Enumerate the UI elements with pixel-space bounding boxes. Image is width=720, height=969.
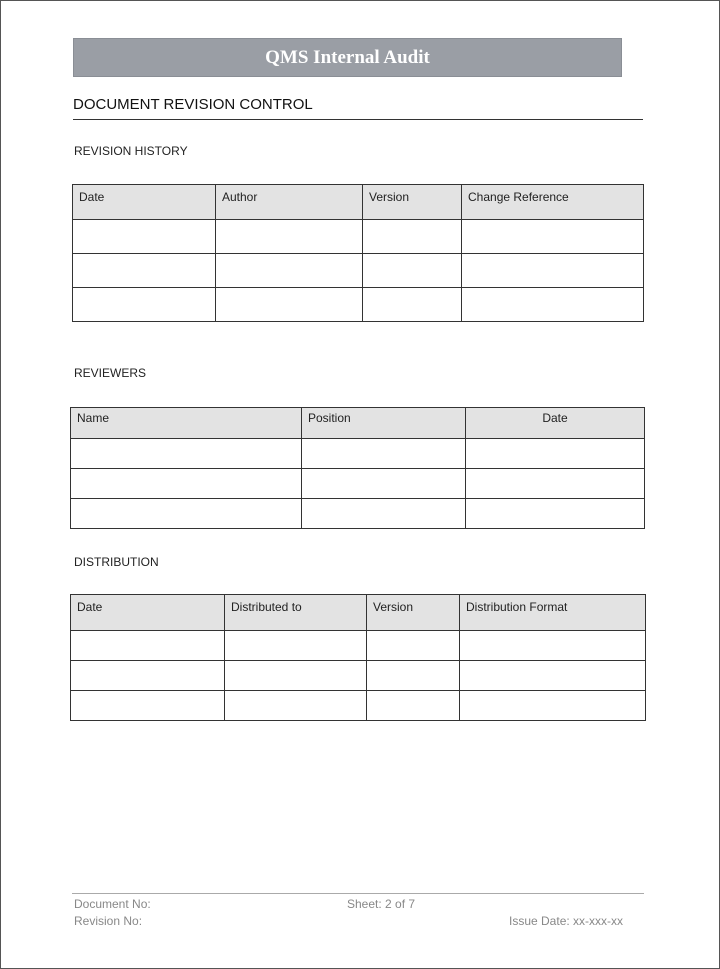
table-cell[interactable] [71,661,225,691]
table-cell[interactable] [73,254,216,288]
table-cell[interactable] [216,220,363,254]
table-cell[interactable] [460,631,646,661]
table-cell[interactable] [367,631,460,661]
footer-document-no: Document No: [74,897,151,911]
table-cell[interactable] [71,691,225,721]
footer-revision-no: Revision No: [74,914,143,928]
table-cell[interactable] [460,691,646,721]
table-cell[interactable] [225,691,367,721]
column-header: Position [302,408,466,439]
table-header-row [71,408,645,439]
column-header: Distribution Format [460,595,646,631]
distribution-table [70,594,646,721]
table-row [73,254,644,288]
table-row [71,631,646,661]
title-banner: QMS Internal Audit [73,38,622,77]
table-row [71,691,646,721]
column-header: Name [71,408,302,439]
column-header: Distributed to [225,595,367,631]
table-cell[interactable] [302,499,466,529]
table-cell[interactable] [71,631,225,661]
table-cell[interactable] [462,254,644,288]
table-cell[interactable] [302,469,466,499]
table-cell[interactable] [225,631,367,661]
table-cell[interactable] [466,499,645,529]
table-cell[interactable] [462,220,644,254]
table-row [71,661,646,691]
table-cell[interactable] [71,439,302,469]
column-header: Version [367,595,460,631]
table-cell[interactable] [71,469,302,499]
table-cell[interactable] [367,691,460,721]
footer-issue-date: Issue Date: xx-xxx-xx [509,914,624,928]
column-header: Version [363,185,462,220]
reviewers-label: REVIEWERS [74,366,147,380]
table-cell[interactable] [216,254,363,288]
column-header: Change Reference [462,185,644,220]
table-cell[interactable] [367,661,460,691]
table-cell[interactable] [363,288,462,322]
column-header: Author [216,185,363,220]
document-heading: DOCUMENT REVISION CONTROL [73,96,643,120]
table-row [71,469,645,499]
revision-history-label: REVISION HISTORY [74,144,188,158]
table-header-row [71,595,646,631]
table-cell[interactable] [363,254,462,288]
table-row [71,439,645,469]
footer-sheet-number: Sheet: 2 of 7 [347,897,416,911]
table-cell[interactable] [466,469,645,499]
table-cell[interactable] [73,288,216,322]
table-cell[interactable] [466,439,645,469]
column-header: Date [466,408,645,439]
footer-divider [72,893,644,894]
table-cell[interactable] [71,499,302,529]
column-header: Date [73,185,216,220]
table-cell[interactable] [216,288,363,322]
reviewers-table [70,407,645,529]
table-cell[interactable] [73,220,216,254]
table-cell[interactable] [460,661,646,691]
distribution-label: DISTRIBUTION [74,555,159,569]
table-row [73,288,644,322]
column-header: Date [71,595,225,631]
table-row [71,499,645,529]
table-cell[interactable] [225,661,367,691]
table-cell[interactable] [462,288,644,322]
table-cell[interactable] [363,220,462,254]
revision-history-table [72,184,644,322]
table-header-row [73,185,644,220]
table-row [73,220,644,254]
table-cell[interactable] [302,439,466,469]
